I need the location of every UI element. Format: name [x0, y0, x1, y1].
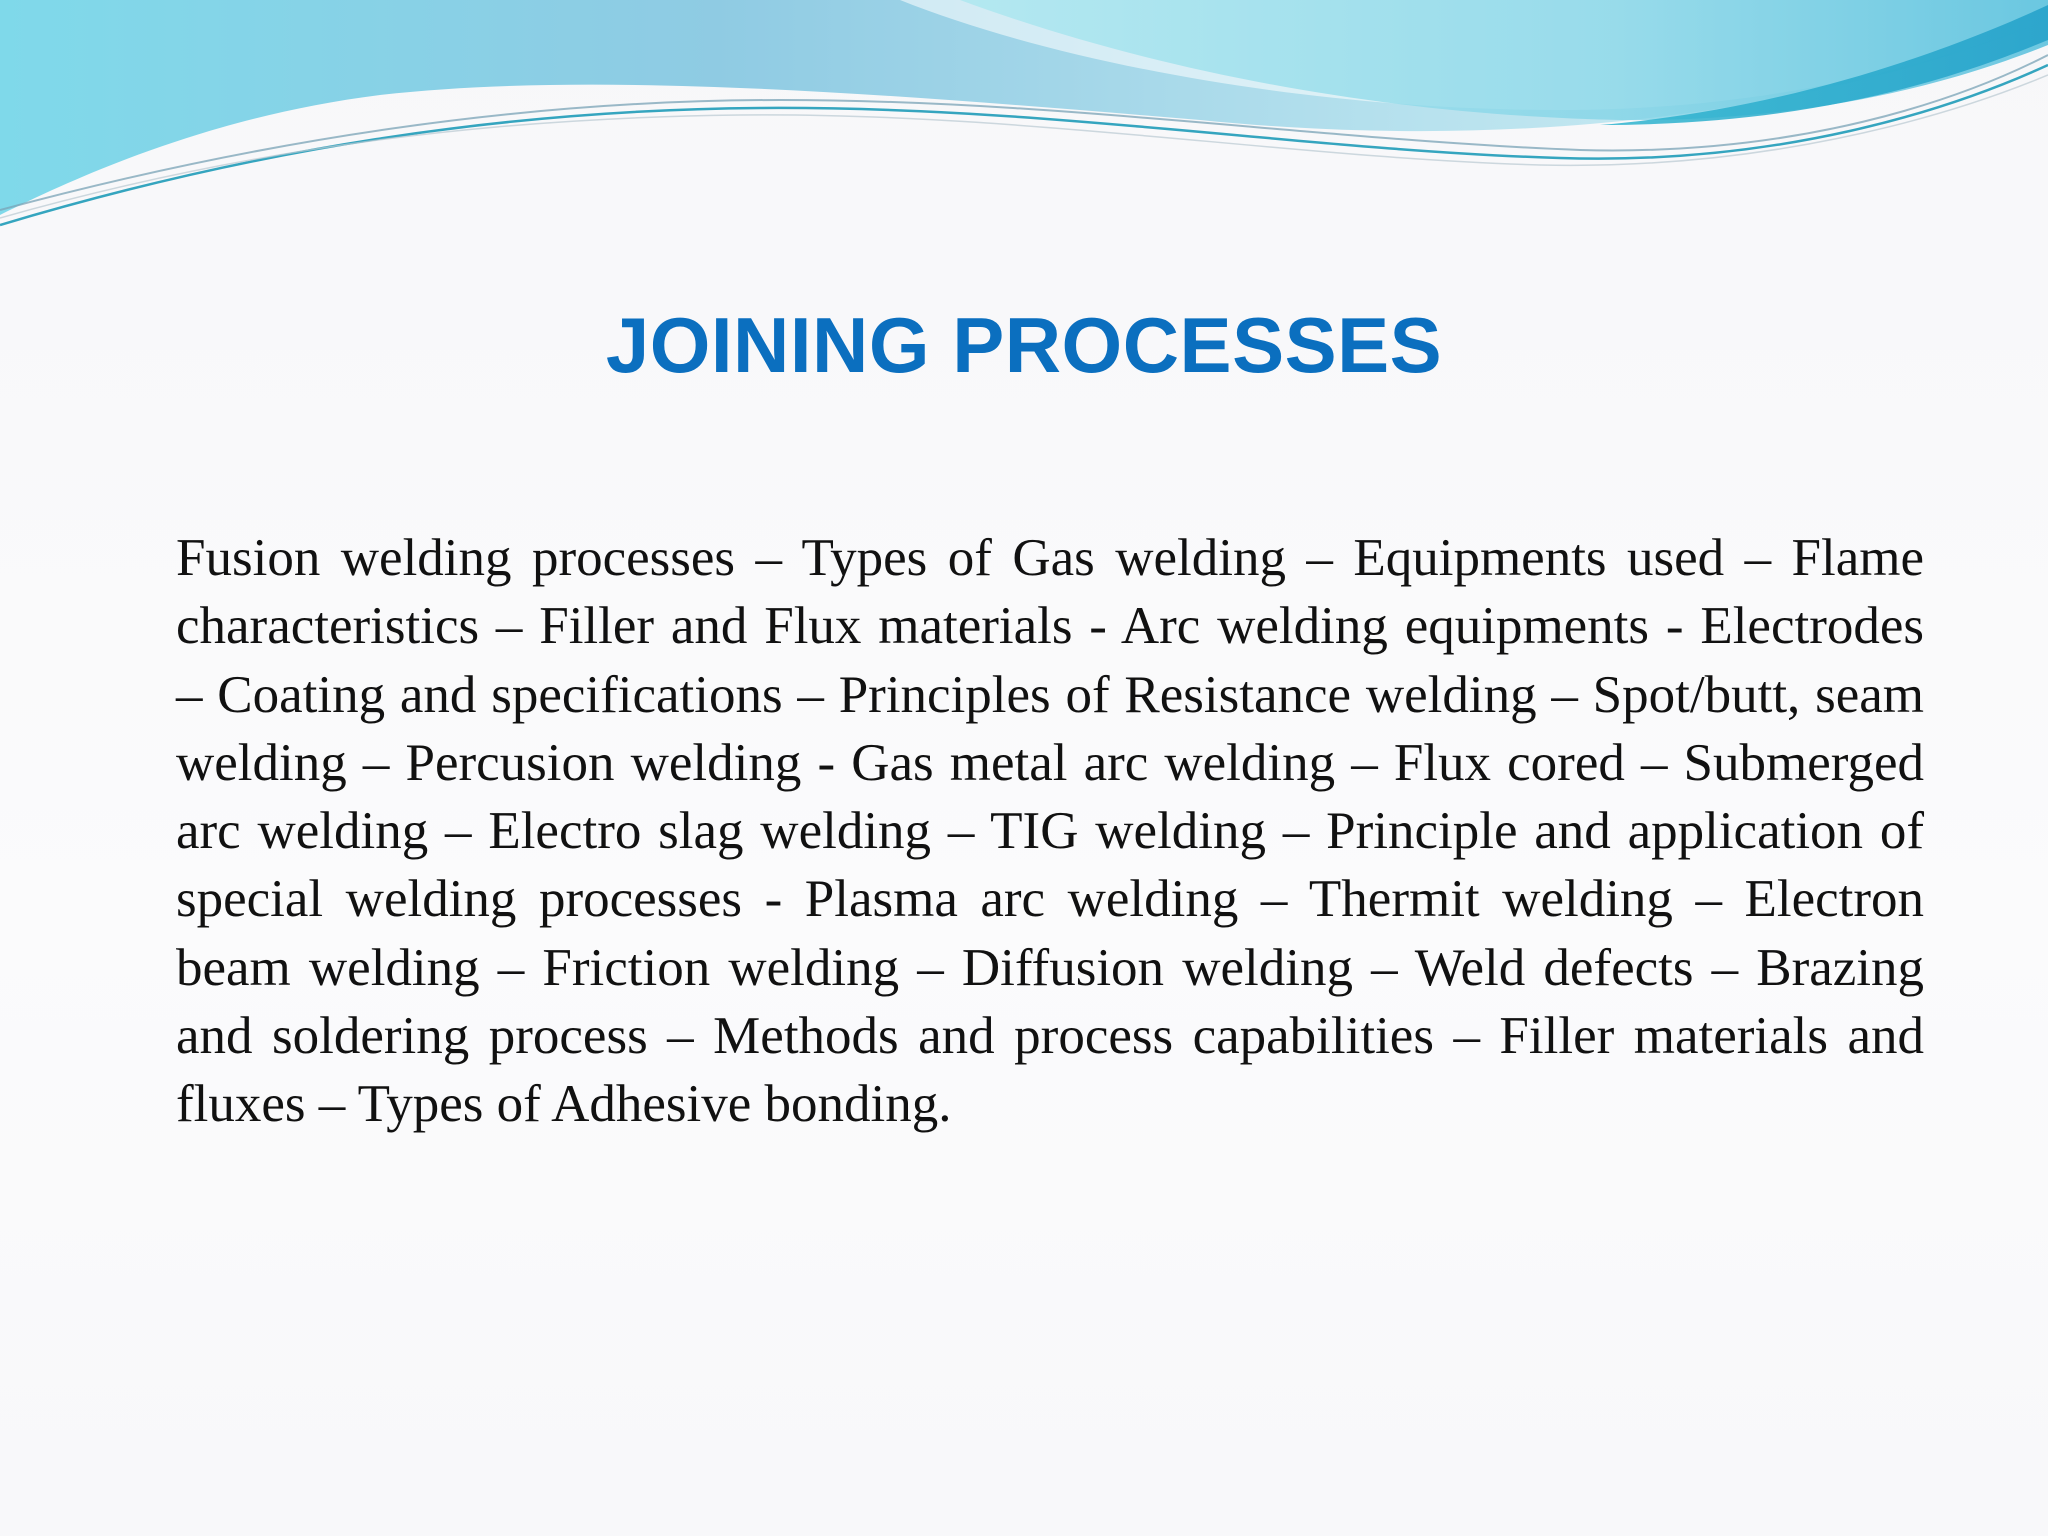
slide-body-text: Fusion welding processes – Types of Gas welding – Equipments used – Flame characteristics – Filler and Flux materials - Arc welding equipments - Electrodes – Coating and specifications – Principles of Resistance welding – Spot/butt, seam welding – Percusion welding - Gas metal arc welding – Flux cored – Submerged arc welding – Electro slag welding – TIG welding – Principle and application of special welding processes - Plasma arc welding – Thermit welding – Electron beam welding – Friction welding – Diffusion welding – Weld defects – Brazing and soldering process – Methods and process capabilities – Filler materials and fluxes – Types of Adhesive bonding.: [176, 529, 1924, 1134]
wave-header-decoration: [0, 0, 2048, 240]
slide-title: JOINING PROCESSES: [605, 301, 1443, 389]
